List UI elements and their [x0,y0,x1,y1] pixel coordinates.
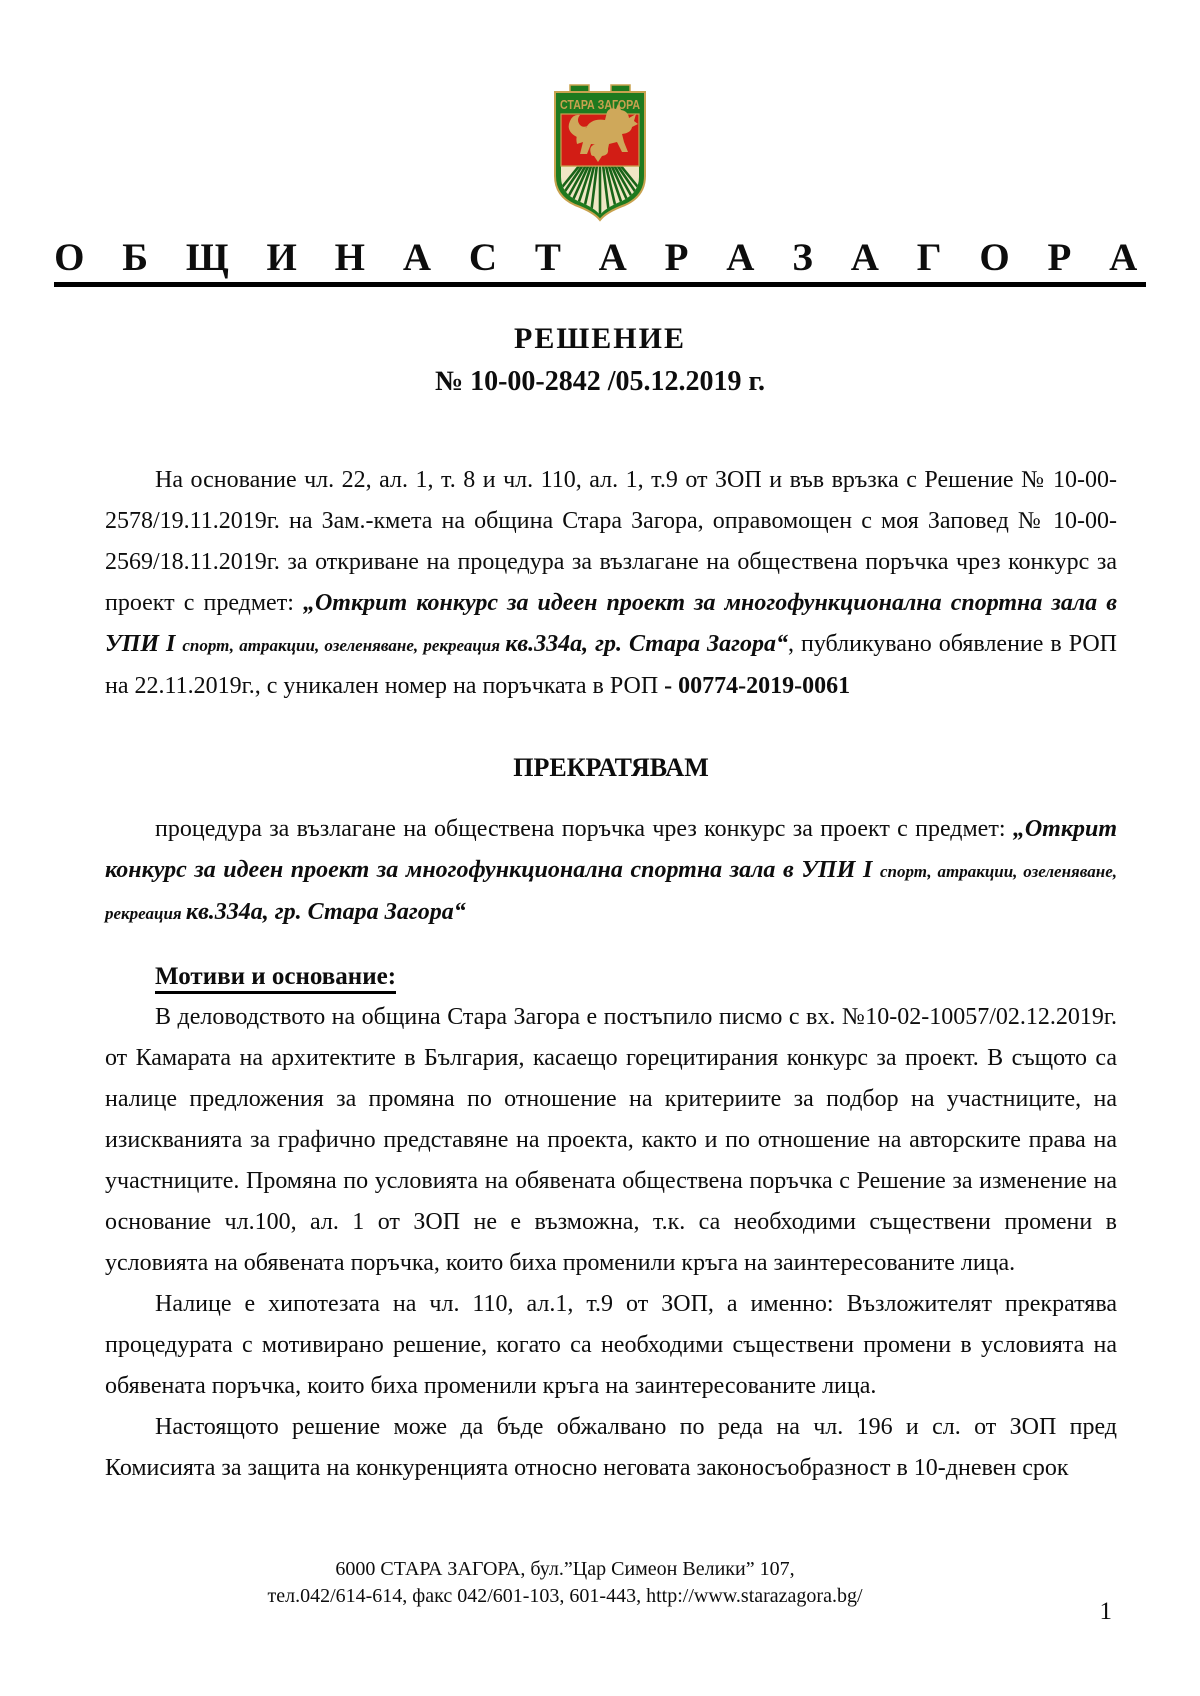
paragraph-procedure-subject: процедура за възлагане на обществена поръчка чрез конкурс за проект с предмет: „Открит конкурс за идеен проект за многофункционална спортна зала в УПИ I спорт, атракции, озеленяване, рекреация кв.334а, гр. Стара Загора“ [105,816,1117,925]
document-footer [0,1556,1130,1610]
heading-motives-text: Мотиви и основание: [155,963,396,994]
paragraph-motives: В деловодството на община Стара Загора е постъпило писмо с вх. №10-02-10057/02.12.2019г. от Камарата на архитектите в България, касаещо горецитирания конкурс за проект. В същото са налице предложения за промяна по отношение на критериите за подбор на участниците, на изискванията за графично представяне на проекта, както и по отношение на авторските права на участниците. Промяна по условията на обявената обществена поръчка с Решение за изменение на основание чл.100, ал. 1 от ЗОП не е възможна, т.к. са необходими съществени промени в условията на обявената поръчка, които биха променили кръга на заинтересованите лица. [105,1004,1117,1276]
footer-contacts: тел.042/614-614, факс 042/601-103, 601-443, http://www.starazagora.bg/ [267,1585,863,1607]
emblem-banner-text: СТАРА ЗАГОРА [560,97,641,112]
page-number: 1 [1099,1598,1112,1625]
page-title [0,235,1200,280]
document-number: № 10-00-2842 /05.12.2019 г. [434,366,766,397]
paragraph-hypothesis: Налице е хипотезата на чл. 110, ал.1, т.9 от ЗОП, а именно: Възложителят прекратява процедурата с мотивирано решение, когато са необходими съществени промени в условията на обявената поръчка, които биха променили кръга на заинтересованите лица. [105,1291,1117,1399]
paragraph-legal-grounds: На основание чл. 22, ал. 1, т. 8 и чл. 110, ал. 1, т.9 от ЗОП и във връзка с Решение № 10-00-2578/19.11.2019г. на Зам.-кмета на община Стара Загора, оправомощен с моя Заповед № 10-00-2569/18.11.2019г. за откриване на процедура за възлагане на обществена поръчка чрез конкурс за проект с предмет: „Открит конкурс за идеен проект за многофункционална спортна зала в УПИ I спорт, атракции, озеленяване, рекреация кв.334а, гр. Стара Загора“, публикувано обявление в РОП на 22.11.2019г., с уникален номер на поръчката в РОП - 00774-2019-0061 [105,467,1118,699]
heading-terminate: ПРЕКРАТЯВАМ [513,753,709,782]
footer-address: 6000 СТАРА ЗАГОРА, бул.”Цар Симеон Велики” 107, [335,1558,795,1580]
document-type-heading: РЕШЕНИЕ [514,322,686,355]
coat-of-arms-svg [547,82,653,224]
paragraph-appeal: Настоящото решение може да бъде обжалвано по реда на чл. 196 и сл. от ЗОП пред Комисията за защита на конкуренцията относно неговата законосъобразност в 10-дневен срок [105,1414,1117,1481]
heading-motives [105,956,1117,997]
coat-of-arms-icon [547,82,653,224]
document-header [0,0,1200,398]
document-body [105,460,1117,1489]
municipality-title-text: О Б Щ И Н А С Т А Р А З А Г О Р А [54,236,1146,287]
